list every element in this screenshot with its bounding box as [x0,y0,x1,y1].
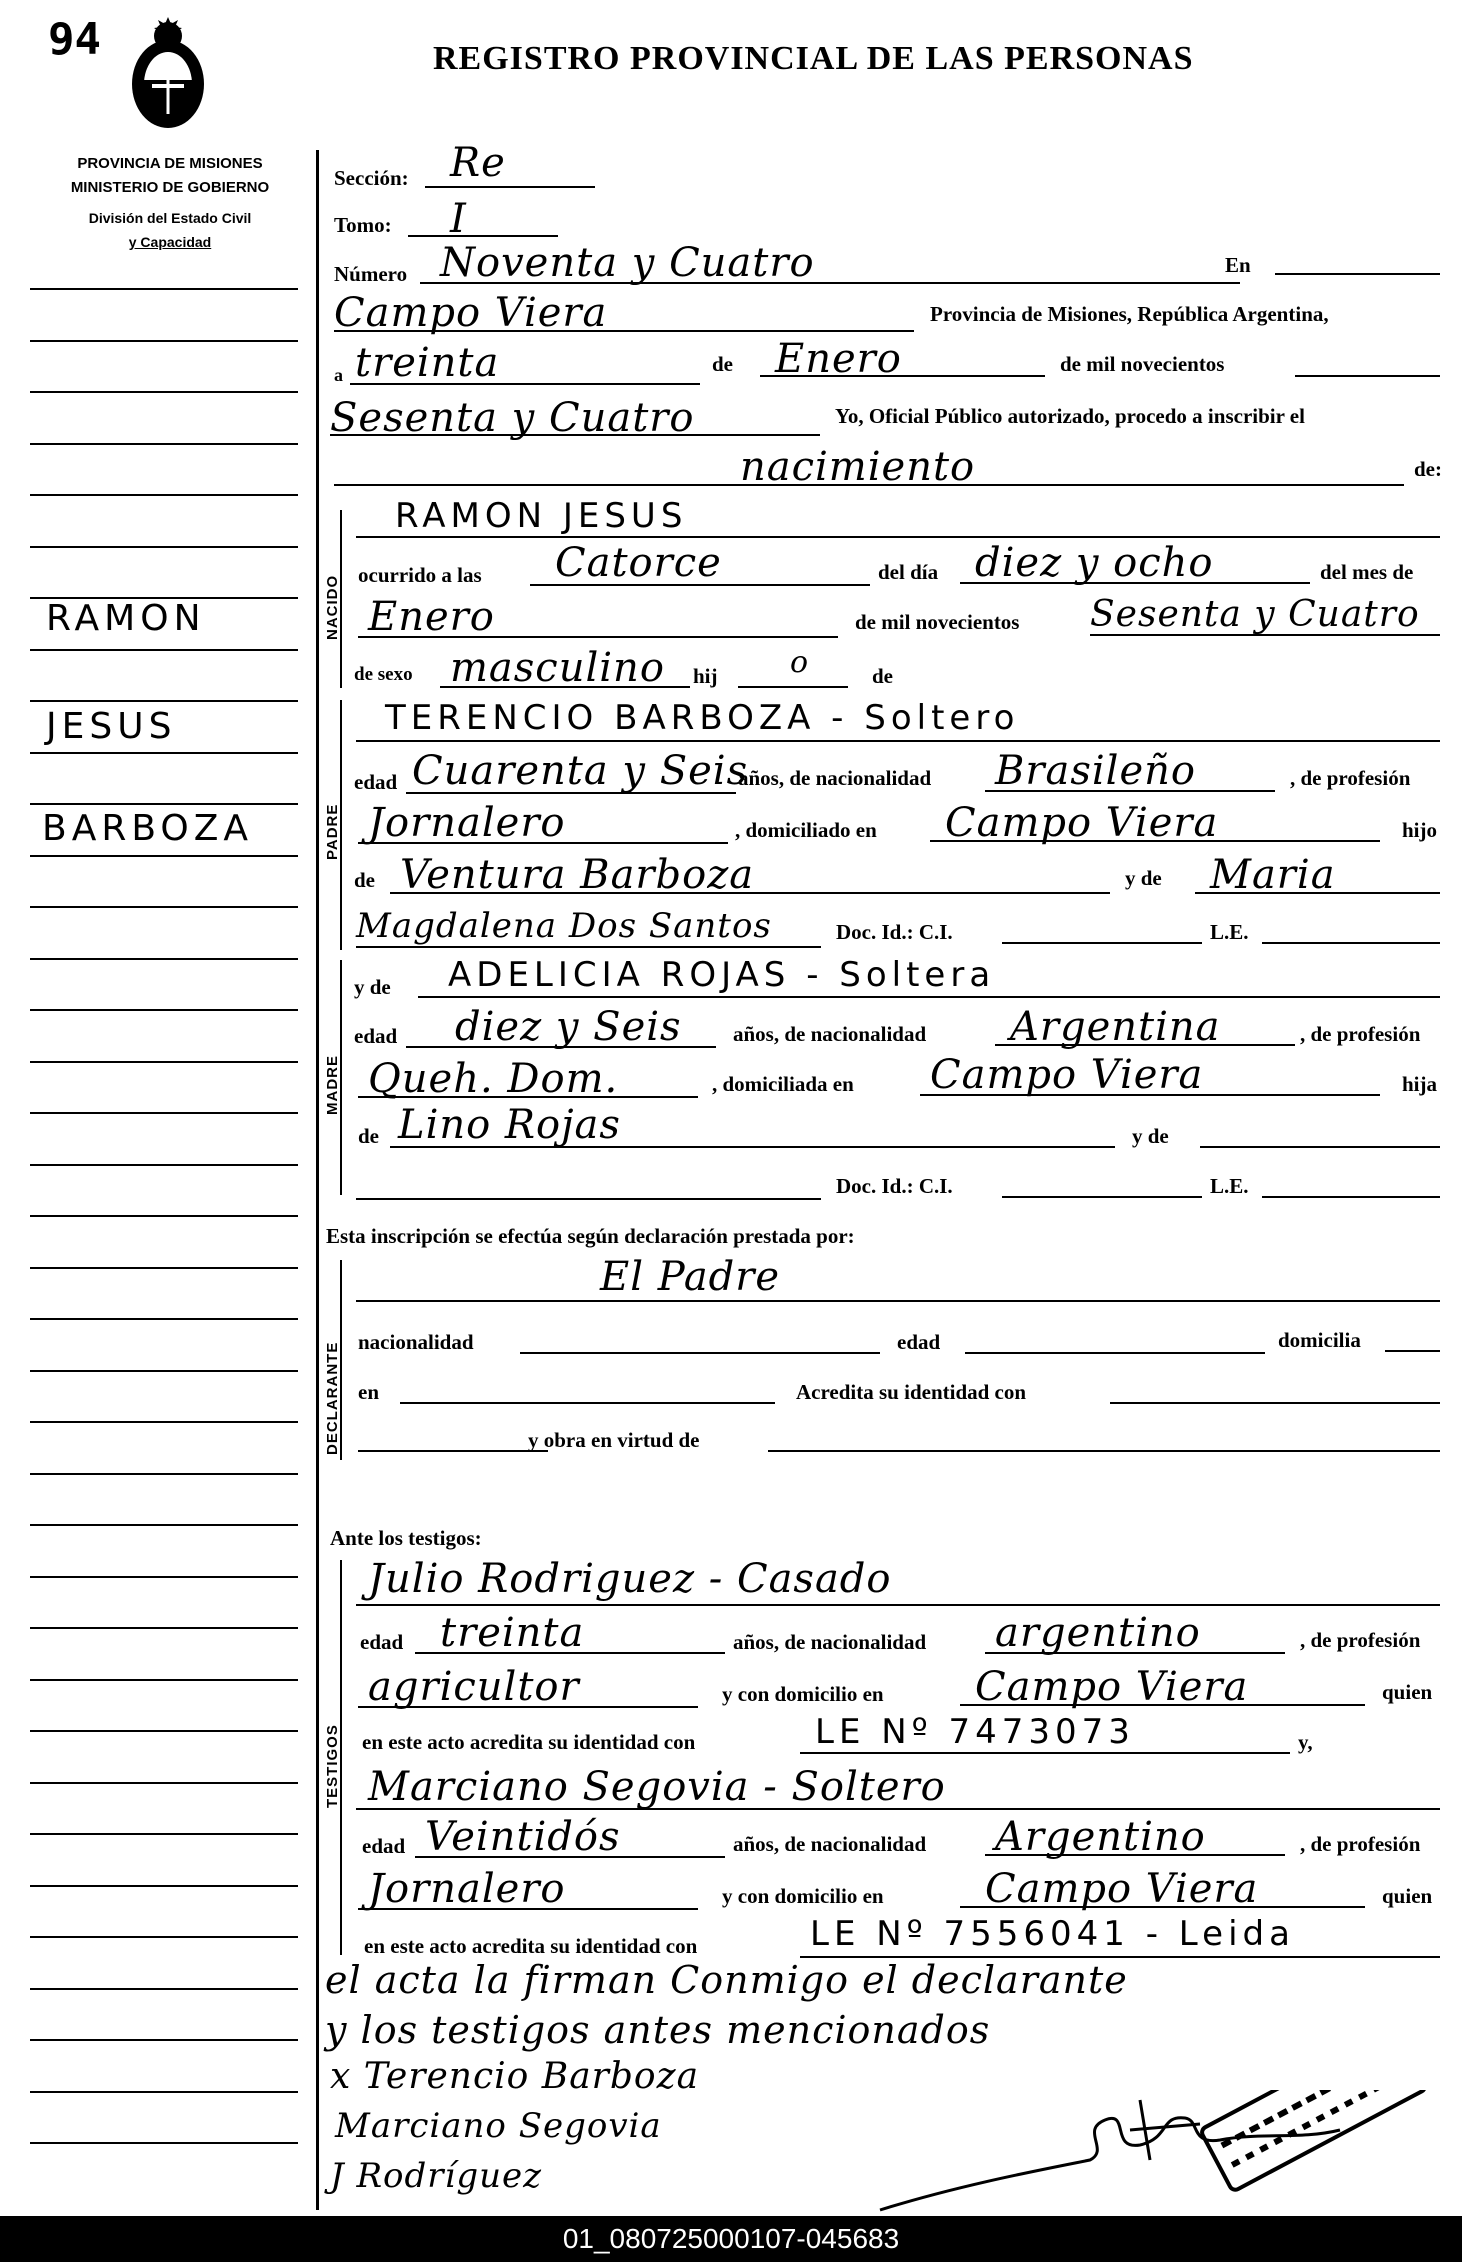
footer-file-code: 01_080725000107-045683 [0,2216,1462,2262]
madre-hija-label: hija [1402,1072,1438,1096]
testigo-1-nacionalidad: argentino [995,1610,1201,1656]
del-mes-label: del mes de [1320,560,1414,584]
margin-rule [30,288,298,290]
margin-rule [30,855,298,857]
margin-rule [30,1061,298,1063]
margin-name-1: RAMON [46,598,206,639]
testigo-1-edad-label: edad [360,1630,404,1654]
madre-le-label: L.E. [1210,1174,1249,1198]
madre-padre-de-value: Lino Rojas [398,1102,621,1148]
org-line-4: y Capacidad [128,234,212,250]
cierre-linea-1: el acta la firman Conmigo el declarante [325,1958,1128,2002]
margin-rule [30,1009,298,1011]
margin-rule [30,803,298,805]
margin-rule [30,1112,298,1114]
declarante-edad-label: edad [897,1330,941,1354]
testigo-2-domicilio-label: y con domicilio en [722,1884,884,1908]
padre-le-label: L.E. [1210,920,1249,944]
margin-rule [30,391,298,393]
margin-rule [30,1473,298,1475]
hij-label: hij [693,664,718,688]
madre-profesion-label: , de profesión [1300,1022,1421,1046]
testigo-1-y-label: y, [1298,1730,1313,1754]
testigo-2-anios-label: años, de nacionalidad [733,1832,927,1856]
margin-rule [30,2091,298,2093]
declarante-en-label: en [358,1380,379,1404]
testigo-2-profesion-label: , de profesión [1300,1832,1421,1856]
padre-domicilio-value: Campo Viera [945,800,1219,846]
madre-doc-label: Doc. Id.: C.I. [836,1174,953,1198]
tomo-label: Tomo: [334,213,392,237]
madre-side-label: MADRE [324,1055,341,1115]
firma-declarante: x Terencio Barboza [330,2056,700,2097]
del-dia-label: del día [878,560,939,584]
margin-rule [30,1885,298,1887]
margin-rule [30,1576,298,1578]
testigo-1-profesion: agricultor [368,1664,580,1710]
provincia-text: Provincia de Misiones, República Argentina, [930,302,1329,326]
nacido-de-label: de [872,664,893,688]
testigos-intro: Ante los testigos: [330,1526,482,1550]
de-label: de [712,352,733,376]
margin-rule [30,443,298,445]
padre-y-de-label: y de [1125,866,1162,890]
padre-profesion-value: Jornalero [368,800,566,846]
padre-side-label: PADRE [324,803,341,860]
margin-rule [30,1782,298,1784]
margin-rule [30,340,298,342]
padre-anios-label: años, de nacionalidad [738,766,932,790]
padre-edad-label: edad [354,770,398,794]
declarante-side-label: DECLARANTE [324,1341,341,1455]
margin-rule [30,1730,298,1732]
hij-value: o [790,645,810,680]
page-number: 94 [48,14,101,65]
de-colon-label: de: [1414,457,1442,481]
seccion-value: Re [450,140,506,186]
margin-divider [316,150,319,2210]
nacido-mes-value: Enero [368,594,495,640]
testigo-1-quien-label: quien [1382,1680,1433,1704]
margin-rule [30,649,298,651]
nacido-dia-value: diez y ocho [975,540,1214,586]
a-label: a [334,365,343,385]
madre-nacionalidad-value: Argentina [1010,1004,1221,1050]
declarante-obra-label: y obra en virtud de [528,1428,700,1452]
declarante-nombre: El Padre [600,1254,781,1300]
margin-rule [30,1164,298,1166]
testigo-2-acredita-label: en este acto acredita su identidad con [364,1934,698,1958]
declarante-nacionalidad-label: nacionalidad [358,1330,474,1354]
madre-domicilio-value: Campo Viera [930,1052,1204,1098]
document-title: REGISTRO PROVINCIAL DE LAS PERSONAS [433,40,1194,77]
madre-edad-label: edad [354,1024,398,1048]
nacido-anio-value: Sesenta y Cuatro [1090,594,1420,635]
padre-madre-de-value: Maria [1210,852,1336,898]
declarante-acredita-label: Acredita su identidad con [796,1380,1027,1404]
testigo-1-profesion-label: , de profesión [1300,1628,1421,1652]
sexo-label: de sexo [354,664,413,685]
margin-rule [30,494,298,496]
testigo-2-domicilio: Campo Viera [985,1866,1259,1912]
padre-nombre: TERENCIO BARBOZA - Soltero [385,698,1020,738]
testigo-1-edad-value: treinta [440,1610,585,1656]
padre-doc-label: Doc. Id.: C.I. [836,920,953,944]
padre-edad-value: Cuarenta y Seis [412,748,749,794]
margin-rule [30,1524,298,1526]
padre-domiciliado-label: , domiciliado en [735,818,877,842]
margin-rule [30,1318,298,1320]
padre-nacionalidad-value: Brasileño [995,748,1196,794]
testigo-2-doc: LE Nº 7556041 - Leida [810,1914,1295,1954]
seccion-label: Sección: [334,166,409,190]
acto-value: nacimiento [740,444,976,490]
margin-rule [30,1421,298,1423]
madre-edad-value: diez y Seis [455,1004,682,1050]
margin-rule [30,700,298,702]
testigo-2-nombre: Marciano Segovia - Soltero [368,1764,946,1810]
margin-rule [30,1936,298,1938]
tomo-value: I [450,196,467,242]
margin-rule [30,2142,298,2144]
testigo-2-quien-label: quien [1382,1884,1433,1908]
testigo-1-doc: LE Nº 7473073 [815,1712,1135,1752]
nacido-mil-label: de mil novecientos [855,610,1020,634]
testigo-1-domicilio-label: y con domicilio en [722,1682,884,1706]
madre-y-de-label: y de [354,975,391,999]
margin-rule [30,1833,298,1835]
org-line-2: MINISTERIO DE GOBIERNO [70,179,270,196]
madre-nombre: ADELICIA ROJAS - Soltera [448,955,996,995]
margin-rule [30,958,298,960]
nacido-nombre: RAMON JESUS [395,496,688,536]
testigo-2-nacionalidad: Argentino [995,1814,1206,1860]
mes-value: Enero [775,336,902,382]
anio-value: Sesenta y Cuatro [330,395,695,441]
testigos-side-label: TESTIGOS [324,1724,341,1808]
padre-de-label: de [354,868,375,892]
declarante-intro: Esta inscripción se efectúa según declaración prestada por: [326,1224,855,1248]
numero-label: Número [334,262,408,286]
padre-padre-de-value: Ventura Barboza [400,852,755,898]
declarante-domicilia-label: domicilia [1278,1328,1361,1352]
madre-anios-label: años, de nacionalidad [733,1022,927,1046]
margin-rule [30,1267,298,1269]
margin-name-2: JESUS [46,706,177,747]
margin-rule [30,1988,298,1990]
sexo-value: masculino [450,645,665,691]
padre-madre-de-value-2: Magdalena Dos Santos [356,906,772,946]
dia-value: treinta [355,340,500,386]
official-signature-and-stamp [840,2090,1440,2216]
firma-testigo-2: Marciano Segovia [335,2106,662,2146]
madre-de-label: de [358,1124,379,1148]
numero-value: Noventa y Cuatro [440,240,815,286]
testigo-1-nombre: Julio Rodriguez - Casado [368,1556,892,1602]
testigo-2-edad-value: Veintidós [425,1814,621,1860]
margin-rule [30,546,298,548]
org-line-3: División del Estado Civil [88,210,252,226]
margin-rule [30,1370,298,1372]
coat-of-arms-icon [122,14,214,136]
margin-rule [30,2039,298,2041]
ocurrido-label: ocurrido a las [358,563,482,587]
padre-hijo-label: hijo [1402,818,1438,842]
margin-rule [30,752,298,754]
cierre-linea-2: y los testigos antes mencionados [325,2008,991,2052]
madre-profesion-value: Queh. Dom. [368,1056,619,1102]
mil-novecientos-label: de mil novecientos [1060,352,1225,376]
en-label: En [1225,253,1251,277]
margin-rule [30,1679,298,1681]
org-line-1: PROVINCIA DE MISIONES [77,155,263,172]
margin-rule [30,906,298,908]
testigo-1-acredita-label: en este acto acredita su identidad con [362,1730,696,1754]
padre-profesion-label: , de profesión [1290,766,1411,790]
margin-rule [30,1627,298,1629]
nacido-side-label: NACIDO [324,574,341,640]
testigo-1-domicilio: Campo Viera [975,1664,1249,1710]
testigo-2-edad-label: edad [362,1834,406,1858]
hora-value: Catorce [555,540,722,586]
testigo-2-profesion: Jornalero [368,1866,566,1912]
lugar-value: Campo Viera [334,290,608,336]
firma-testigo-1: J Rodríguez [330,2156,543,2196]
margin-rule [30,1215,298,1217]
margin-name-3: BARBOZA [42,808,254,849]
testigo-1-anios-label: años, de nacionalidad [733,1630,927,1654]
yo-text: Yo, Oficial Público autorizado, procedo a inscribir el [835,404,1305,428]
madre-y-de-label-2: y de [1132,1124,1169,1148]
madre-domiciliada-label: , domiciliada en [712,1072,854,1096]
